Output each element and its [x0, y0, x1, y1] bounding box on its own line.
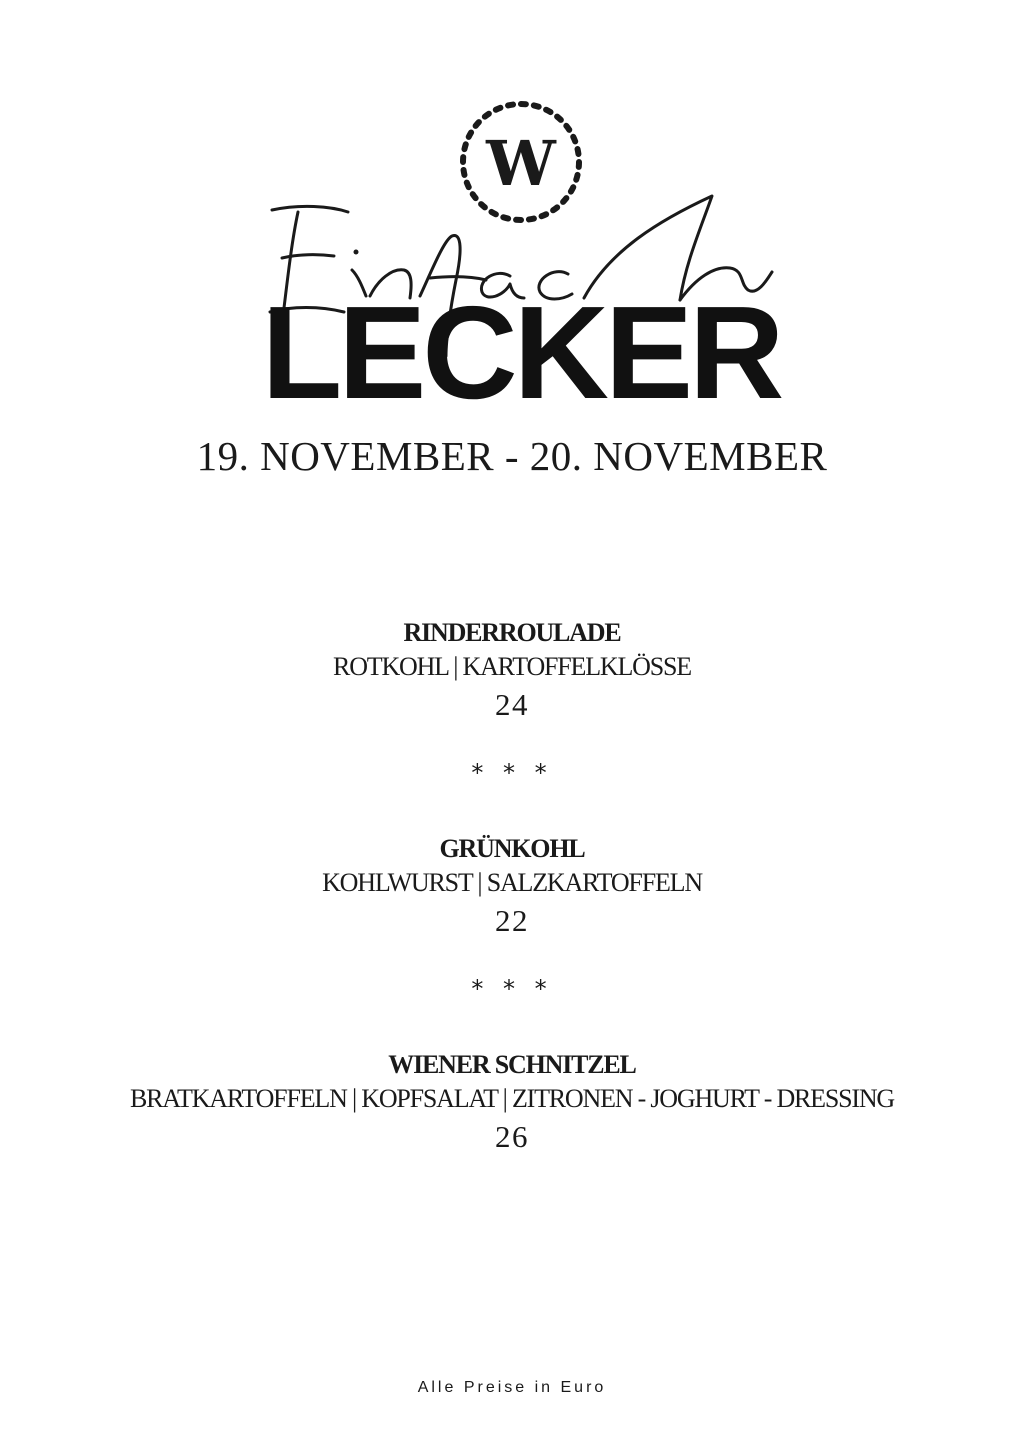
date-range: 19. NOVEMBER - 20. NOVEMBER: [196, 433, 828, 479]
dish-sides: BRATKARTOFFELN | KOPFSALAT | ZITRONEN - JOGHURT - DRESSING: [130, 1084, 894, 1113]
dish-name: GRÜNKOHL: [439, 834, 585, 863]
footer-note: Alle Preise in Euro: [417, 1379, 607, 1396]
dish-sides: KOHLWURST | SALZKARTOFFELN: [322, 868, 702, 897]
separator: * * *: [471, 759, 553, 787]
dish-price: 22: [495, 903, 529, 938]
logo-graphic: [0, 0, 1024, 420]
logo-main-word: LECKER: [261, 279, 781, 420]
dish-name: WIENER SCHNITZEL: [388, 1050, 636, 1079]
dish-sides: ROTKOHL | KARTOFFELKLÖSSE: [333, 652, 691, 681]
dish-name: RINDERROULADE: [403, 618, 621, 647]
separator: * * *: [471, 975, 553, 1003]
dish-price: 26: [495, 1119, 529, 1154]
logo: [0, 0, 1024, 420]
dish-price: 24: [495, 687, 529, 722]
dish-rinderroulade: [0, 616, 1024, 726]
badge-letter: W: [486, 127, 556, 200]
dish-wiener-schnitzel: [0, 1048, 1024, 1158]
menu: [0, 616, 1024, 1158]
dish-gruenkohl: [0, 832, 1024, 942]
